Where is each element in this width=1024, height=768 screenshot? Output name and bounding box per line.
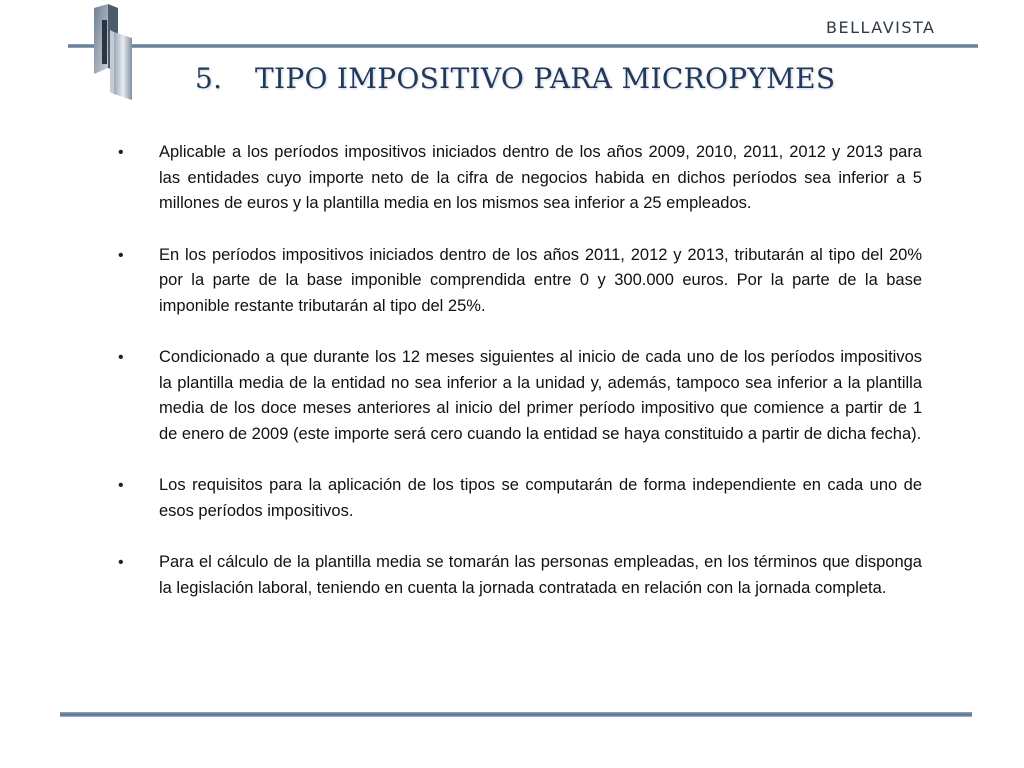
bullet-icon: •: [118, 349, 124, 366]
bullet-text: Condicionado a que durante los 12 meses siguientes al inicio de cada uno de los períodos impositivos la plantilla media de la entidad no sea inferior a la unidad y, además, tampoco sea inferior a la plantilla media de los doce meses anteriores al inicio del primer período impositivo que comience a partir de 1 de enero de 2009 (este importe será cero cuando la entidad se haya constituido a partir de dicha fecha).: [159, 348, 922, 443]
list-item: [112, 550, 922, 601]
bullet-text: Los requisitos para la aplicación de los tipos se computarán de forma independiente en cada uno de esos períodos impositivos.: [159, 476, 922, 520]
top-divider: [68, 44, 978, 48]
brand-name: BELLAVISTA: [826, 18, 936, 37]
bullet-icon: •: [118, 246, 124, 264]
title-number: 5.: [195, 62, 223, 95]
list-item: [112, 140, 922, 217]
bottom-divider: [60, 712, 972, 717]
bullet-icon: •: [118, 477, 124, 494]
bullet-text: Para el cálculo de la plantilla media se tomarán las personas empleadas, en los términos que disponga la legislación laboral, teniendo en cuenta la jornada contratada en relación con la jornada completa.: [159, 553, 922, 597]
page-title: [195, 62, 835, 95]
bullet-icon: •: [118, 144, 124, 161]
list-item: [112, 345, 922, 447]
title-text: TIPO IMPOSITIVO PARA MICROPYMES: [255, 62, 836, 95]
bullet-text: Aplicable a los períodos impositivos iniciados dentro de los años 2009, 2010, 2011, 2012 y 2013 para las entidades cuyo importe neto de la cifra de negocios habida en dichos períodos sea inferior a 5 millones de euros y la plantilla media en los mismos sea inferior a 25 empleados.: [159, 143, 922, 212]
list-item: [112, 473, 922, 524]
bullet-text: En los períodos impositivos iniciados dentro de los años 2011, 2012 y 2013, tributarán al tipo del 20% por la parte de la base imponible comprendida entre 0 y 300.000 euros. Por la parte de la base imponible restante tributarán al tipo del 25%.: [159, 245, 922, 315]
bullet-icon: •: [118, 554, 124, 571]
bullet-list: [112, 140, 922, 627]
logo-icon: [88, 2, 140, 102]
list-item: [112, 243, 922, 320]
